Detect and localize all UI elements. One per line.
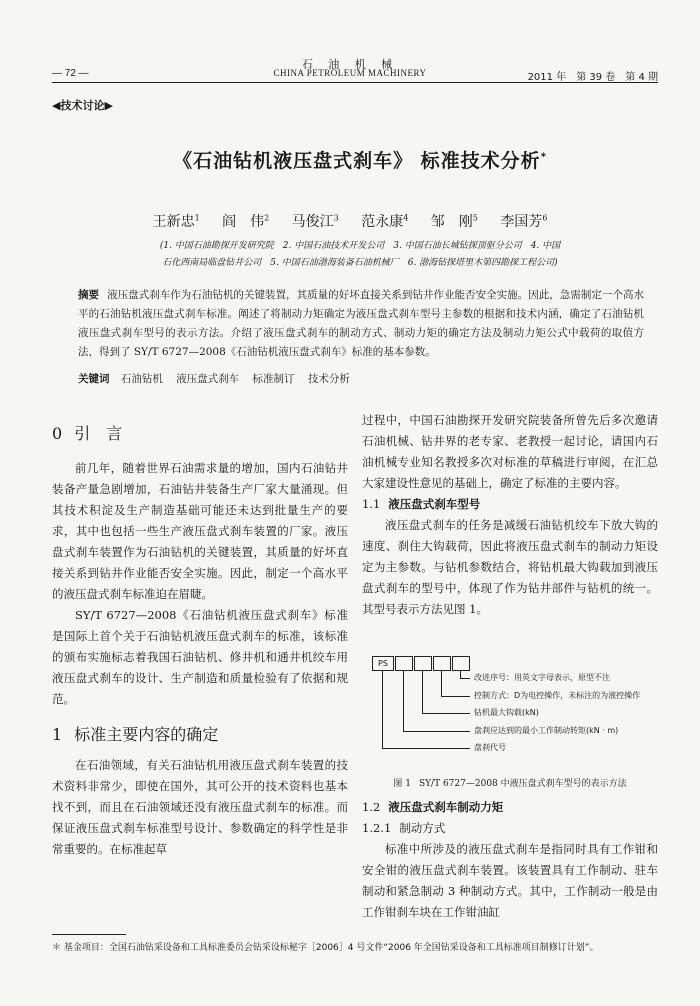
figure-label: 钻机最大钩载(kN) — [474, 708, 539, 717]
figure-label: 盘刹代号 — [474, 743, 506, 752]
figure-label: 盘刹应达到的最小工作制动转矩(kN · m) — [474, 726, 619, 735]
abstract — [78, 286, 644, 362]
subsubsection-heading — [362, 818, 658, 839]
subsection-number: 1.2 — [362, 800, 381, 814]
author-name: 王新忠 — [152, 214, 195, 230]
left-column — [52, 419, 348, 860]
footnote: ＊ 基金项目：全国石油钻采设备和工具标准委员会钻采设标秘字［2006］4 号文件“2006 年全国钻采设备和工具标准项目制修订计划”。 — [52, 943, 599, 953]
leader-line — [422, 713, 470, 714]
model-code-box — [395, 656, 413, 671]
paragraph: SY/T 6727—2008《石油钻机液压盘式刹车》标准是国际上首个关于石油钻机液压盘式刹车的标准，该标准的颁布实施标志着我国石油钻机、修井机和通井机绞车用液压盘式刹车的设计、生产制造和质量检验有了依据和规范。 — [52, 608, 348, 706]
section-heading — [52, 423, 348, 444]
author — [500, 214, 547, 230]
leader-line — [403, 671, 404, 731]
section-tag: ◀技术讨论▶ — [52, 99, 113, 112]
abstract-text: 液压盘式刹车作为石油钻机的关键装置，其质量的好坏直接关系到钻井作业能否安全实施。因此，急需制定一个高水平的石油钻机液压盘式刹车标准。阐述了将制动力矩确定为液压盘式刹车型号主参数的根据和技术内涵，确定了石油钻机液压盘式刹车型号的表示方法。介绍了液压盘式刹车的制动方式、制动力矩的确定方法及制动力矩公式中载荷的取值方法，得到了 SY/T 6727—2008《石油钻机液压盘式刹车》标准的基本参数。 — [78, 289, 645, 358]
subsection-title: 液压盘式刹车制动力矩 — [388, 800, 504, 814]
right-column-top — [362, 410, 658, 620]
author-name: 马俊江 — [291, 214, 334, 230]
keyword: 石油钻机 — [120, 373, 163, 385]
author-affil-mark: 1 — [194, 213, 200, 223]
keyword: 技术分析 — [307, 373, 350, 385]
model-code-box — [452, 656, 470, 671]
leader-line — [422, 671, 423, 713]
author-list — [0, 211, 700, 231]
title-text: 《石油钻机液压盘式刹车》 标准技术分析 — [173, 150, 541, 172]
issue-info: 2011 年 第 39 卷 第 4 期 — [527, 72, 658, 83]
affiliation-line: (1. 中国石油勘探开发研究院 2. 中国石油技术开发公司 3. 中国石油长城钻探顶驱分公司 4. 中国 — [159, 241, 561, 251]
figure-label: 控制方式：D为电控操作，未标注的为液控操作 — [474, 691, 641, 700]
author-name: 范永康 — [361, 214, 404, 230]
model-code-box: PS — [372, 656, 394, 671]
affiliations — [80, 238, 640, 272]
section-title: 标准主要内容的确定 — [74, 725, 219, 744]
author-affil-mark: 2 — [264, 213, 270, 223]
author-affil-mark: 3 — [333, 213, 339, 223]
paragraph: 过程中，中国石油勘探开发研究院装备所曾先后多次邀请石油机械、钻井界的老专家、老教授一起讨论，请国内石油机械专业知名教授多次对标准的草稿进行审阅，在汇总大家建设性意见的基础上，确定了标准的主要内容。 — [362, 413, 658, 490]
author-name: 邹 刚 — [430, 214, 473, 230]
paragraph: 标准中所涉及的液压盘式刹车是指同时具有工作钳和安全钳的液压盘式刹车装置。该装置具有工作制动、驻车制动和紧急制动 3 种制动方式。其中，工作制动一般是由工作钳刹车块在工作钳油缸 — [362, 842, 658, 919]
affiliation-line: 石化西南局临盘钻井公司 5. 中国石油渤海装备石油机械厂 6. 渤海钻探塔里木第四勘探工程公司) — [162, 258, 558, 268]
author-affil-mark: 6 — [542, 213, 548, 223]
page-number: — 72 — — [52, 68, 89, 79]
keywords — [78, 371, 644, 386]
leader-line — [403, 731, 470, 732]
paragraph: 在石油领域，有关石油钻机用液压盘式刹车装置的技术资料非常少，即使在国外，其可公开的技术资料也基本找不到，而且在石油领域还没有液压盘式刹车的标准。而保证液压盘式刹车标准型号设计、参数确定的科学性是非常重要的。在标准起草 — [52, 758, 348, 856]
figure-number: 图 1 — [393, 779, 411, 789]
subsection-heading — [362, 494, 658, 515]
section-number: 0 — [52, 424, 63, 443]
author — [292, 214, 339, 230]
section-heading — [52, 724, 348, 745]
right-column-bottom — [362, 797, 658, 923]
author-affil-mark: 4 — [403, 213, 409, 223]
footnote-rule — [52, 934, 126, 935]
header-rule — [52, 82, 658, 83]
section-title: 引 言 — [74, 424, 123, 443]
figure-caption-text: SY/T 6727—2008 中液压盘式刹车型号的表示方法 — [418, 779, 627, 789]
keywords-label: 关键词 — [78, 373, 110, 385]
author — [361, 214, 408, 230]
author-name: 李国芳 — [500, 214, 543, 230]
leader-line — [441, 696, 470, 697]
leader-line — [382, 748, 470, 749]
figure-caption — [362, 776, 658, 789]
author-name: 阎 伟 — [222, 214, 265, 230]
subsection-title: 液压盘式刹车型号 — [388, 497, 481, 511]
journal-name-en: CHINA PETROLEUM MACHINERY — [273, 68, 427, 78]
author — [431, 214, 478, 230]
author — [153, 214, 200, 230]
title-footnote-mark: * — [540, 151, 547, 163]
model-code-box — [433, 656, 451, 671]
journal-name-cn: 石 油 机 械 — [301, 58, 399, 71]
paragraph: 液压盘式刹车的任务是减缓石油钻机绞车下放大钩的速度、刹住大钩载荷，因此将液压盘式刹车的制动力矩设定为主参数。与钻机参数结合，将钻机最大钩载加到液压盘式刹车的型号中，体现了作为钻井部件与钻机的统一。其型号表示方法见图 1。 — [362, 518, 658, 616]
abstract-label: 摘要 — [78, 289, 100, 301]
section-number: 1 — [52, 725, 63, 744]
leader-line — [460, 678, 470, 679]
subsubsection-number: 1.2.1 — [362, 821, 392, 835]
leader-line — [441, 671, 442, 696]
keyword: 液压盘式刹车 — [176, 373, 240, 385]
subsection-number: 1.1 — [362, 497, 381, 511]
article-title — [60, 146, 660, 173]
figure-label: 改进序号：用英文字母表示，原型不注 — [474, 673, 610, 682]
leader-line — [382, 671, 383, 748]
model-code-box — [414, 656, 432, 671]
figure-1 — [362, 656, 658, 796]
author-affil-mark: 5 — [472, 213, 478, 223]
paragraph: 前几年，随着世界石油需求量的增加，国内石油钻井装备产量急剧增加，石油钻井装备生产厂家大量涌现。但其技术积淀及生产制造基础可能还未达到批量生产的要求，其中也包括一些生产液压盘式刹车装置的厂家。液压盘式刹车装置作为石油钻机的关键装置，其质量的好坏直接关系到钻井作业能否安全实施。因此，制定一个高水平的液压盘式刹车标准迫在眉睫。 — [52, 461, 348, 601]
subsubsection-title: 制动方式 — [399, 821, 446, 835]
keyword: 标准制订 — [252, 373, 295, 385]
subsection-heading — [362, 797, 658, 818]
author — [222, 214, 269, 230]
